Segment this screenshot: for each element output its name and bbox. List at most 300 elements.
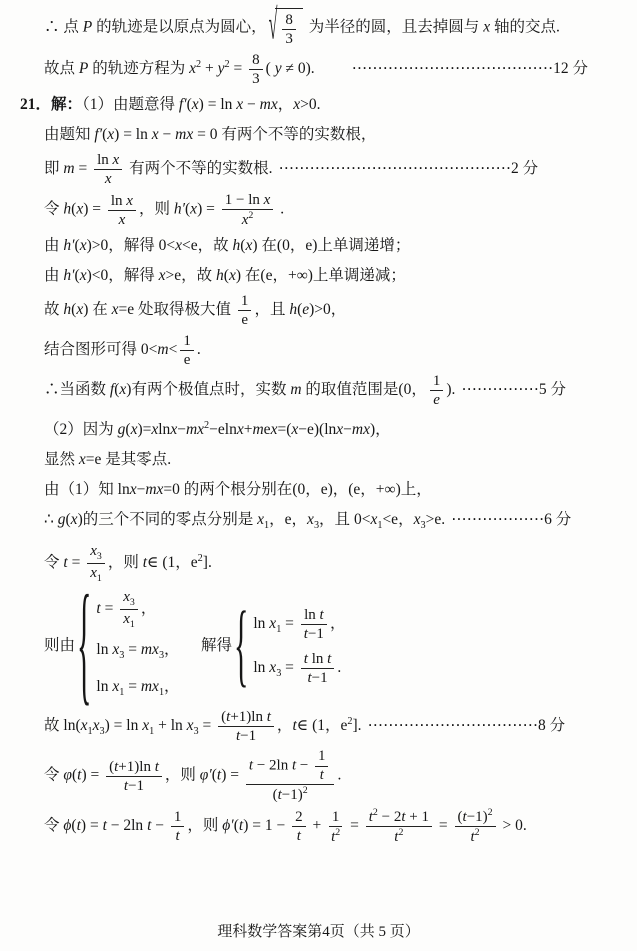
text-run: 由	[44, 267, 64, 285]
math-roman-run: (	[297, 301, 303, 319]
text-run: 令	[44, 200, 64, 218]
text-run: 的三个不同的零点分别是	[82, 511, 258, 529]
math-roman-run: (	[74, 267, 80, 285]
math-italic-run: x	[245, 237, 253, 255]
content-line	[44, 4, 611, 50]
superscript: 2	[487, 807, 493, 819]
math-roman-run: =	[229, 60, 247, 78]
equation-system	[233, 593, 346, 697]
math-italic-run: t	[175, 828, 180, 845]
math-italic-run: x	[79, 237, 87, 255]
answer-content	[20, 4, 611, 846]
system-equation	[253, 650, 341, 687]
math-roman-run: ln(	[63, 717, 81, 735]
math-italic-run: mx	[145, 481, 164, 499]
math-roman-run: ) = ln	[198, 96, 237, 114]
math-roman-run: =	[100, 600, 118, 618]
math-roman-run: (	[114, 381, 120, 399]
text-run: 在	[88, 301, 112, 319]
math-italic-run: x	[76, 301, 84, 319]
math-roman-run: 0<	[353, 511, 371, 529]
math-italic-run: x	[129, 481, 137, 499]
math-roman-run: >e.	[425, 511, 446, 529]
math-roman-run: 0<	[140, 341, 158, 359]
content-line	[44, 191, 611, 229]
superscript: 2	[474, 827, 480, 839]
math-italic-run: h	[63, 200, 72, 218]
math-roman-run: −1	[307, 626, 324, 643]
math-roman-run: e	[241, 312, 249, 329]
math-roman-run: (	[65, 511, 71, 529]
math-italic-run: h	[216, 267, 224, 285]
math-roman-run: −	[343, 421, 352, 439]
math-roman-run: (	[125, 421, 131, 439]
math-roman-run: ln	[97, 152, 113, 169]
math-italic-run: x	[269, 659, 277, 677]
text-run	[315, 60, 346, 77]
math-italic-run: x	[123, 589, 130, 606]
math-roman-run: (	[109, 758, 115, 775]
subscript: 3	[99, 726, 105, 738]
math-roman-run: ) = ln	[104, 717, 143, 735]
math-italic-run: x	[92, 717, 100, 735]
math-italic-run: t	[307, 670, 312, 687]
math-roman-run: =	[67, 554, 85, 572]
math-italic-run: y	[217, 60, 225, 78]
math-roman-run: ≠ 0).	[281, 60, 315, 78]
math-italic-run: x	[112, 641, 120, 659]
math-italic-run: x	[241, 212, 249, 229]
math-roman-run: )>0	[309, 301, 331, 319]
math-italic-run: x	[236, 421, 244, 439]
math-italic-run: m	[290, 381, 302, 399]
math-roman-run: (	[71, 200, 77, 218]
math-roman-run: 1	[173, 809, 182, 826]
math-roman-run: 2	[295, 809, 303, 826]
subscript: 3	[313, 520, 320, 532]
math-italic-run: t	[96, 600, 101, 618]
text-run: 有两个极值点时，实数	[131, 381, 291, 399]
math-roman-run: ) =	[197, 200, 219, 218]
math-roman-run: + ln	[154, 717, 187, 735]
fraction	[222, 191, 274, 229]
math-italic-run: t	[277, 787, 282, 804]
math-roman-run: (	[71, 301, 77, 319]
math-italic-run: x	[257, 511, 265, 529]
math-italic-run: φ	[63, 766, 72, 784]
math-roman-run: ) =	[80, 817, 103, 835]
text-run: 令	[44, 766, 64, 784]
math-roman-run: =	[198, 717, 216, 735]
math-italic-run: x	[291, 421, 299, 439]
fraction	[315, 748, 328, 784]
math-roman-run: ，	[164, 641, 180, 659]
math-italic-run: x	[151, 126, 159, 144]
math-italic-run: x	[269, 615, 277, 633]
math-roman-run: )	[77, 511, 83, 529]
math-roman-run: −1)	[281, 787, 303, 804]
text-run: 的取值范围是	[301, 381, 399, 399]
math-roman-run: − 2ln	[253, 757, 292, 774]
math-italic-run: x	[413, 511, 421, 529]
math-roman-run: (	[265, 60, 275, 78]
text-run: 在	[257, 237, 277, 255]
math-italic-run: h	[232, 237, 241, 255]
text-run: （2）因为	[44, 421, 118, 439]
math-roman-run: +1)ln	[230, 709, 267, 726]
math-roman-run: > 0.	[498, 817, 527, 835]
subscript: 3	[119, 650, 125, 662]
superscript: 2	[224, 59, 230, 71]
math-italic-run: t	[319, 766, 324, 783]
math-roman-run: −1	[311, 670, 328, 687]
math-italic-run: x	[236, 96, 244, 114]
subscript: 1	[119, 687, 125, 699]
math-roman-run: .	[276, 200, 285, 218]
math-roman-run: (	[74, 237, 80, 255]
math-italic-run: x	[175, 237, 183, 255]
math-italic-run: x	[70, 511, 78, 529]
math-italic-run: g	[117, 421, 126, 439]
content-line	[44, 332, 611, 369]
superscript: 2	[196, 59, 202, 71]
subscript: 3	[193, 726, 199, 738]
text-run: 5 分	[538, 381, 567, 399]
math-roman-run: ln	[304, 607, 320, 624]
text-run: ，	[291, 511, 308, 529]
math-roman-run: 3	[252, 71, 260, 88]
math-roman-run: ) =	[81, 766, 104, 784]
math-roman-run: .	[337, 659, 342, 677]
math-roman-run: >e	[165, 267, 182, 285]
math-roman-run: ) =	[83, 200, 105, 218]
text-run: 解得	[181, 637, 232, 655]
math-roman-run: −e)(ln	[298, 421, 337, 439]
fraction	[430, 372, 444, 409]
subscript: 3	[158, 650, 165, 662]
fraction	[108, 192, 136, 229]
math-roman-run: ，	[329, 615, 346, 633]
math-italic-run: x	[112, 678, 120, 696]
superscript: 2	[204, 420, 210, 432]
math-italic-run: f′	[178, 96, 187, 114]
text-run: 是其零点.	[101, 451, 172, 469]
math-italic-run: x	[158, 267, 166, 285]
math-roman-run: >0.	[300, 96, 321, 114]
superscript: 2	[335, 826, 341, 838]
superscript: 2	[398, 827, 404, 839]
math-roman-run: <e	[382, 511, 399, 529]
math-roman-run: (	[221, 709, 227, 726]
math-roman-run: − 2	[377, 809, 402, 826]
subscript: 1	[276, 624, 282, 636]
text-run: 6 分	[544, 511, 572, 529]
math-italic-run: mx	[259, 96, 278, 114]
text-run: ，解得	[108, 267, 159, 285]
math-italic-run: x	[118, 211, 126, 228]
superscript: 2	[347, 716, 353, 728]
math-italic-run: x	[186, 717, 194, 735]
math-roman-run: (	[233, 817, 239, 835]
content-line	[44, 232, 611, 259]
math-italic-run: y	[274, 60, 282, 78]
math-roman-run: )	[83, 301, 89, 319]
content-line	[44, 51, 611, 88]
math-italic-run: t	[76, 817, 81, 835]
math-italic-run: t	[292, 717, 297, 735]
content-line	[20, 91, 611, 118]
math-roman-run: =	[346, 817, 363, 835]
math-italic-run: x	[170, 421, 178, 439]
math-italic-run: ϕ′	[222, 817, 234, 835]
math-italic-run: m	[157, 341, 169, 359]
math-italic-run: x	[190, 200, 198, 218]
content-line	[44, 476, 611, 503]
text-run: 轴的交点.	[490, 18, 560, 36]
math-italic-run: x	[189, 60, 197, 78]
fraction	[94, 151, 122, 188]
text-run: ，	[398, 511, 414, 529]
math-roman-run: 1	[240, 293, 249, 310]
fraction	[171, 808, 185, 845]
text-run: 上单调递减；	[312, 267, 406, 285]
math-italic-run: φ′	[199, 766, 212, 784]
math-italic-run: x	[336, 421, 344, 439]
text-run: 结合图形可得	[44, 341, 141, 359]
math-roman-run: .	[196, 341, 201, 359]
math-roman-run: (	[102, 126, 108, 144]
math-italic-run: x	[123, 611, 130, 628]
math-roman-run: )	[369, 421, 376, 439]
math-italic-run: h′	[63, 237, 75, 255]
math-italic-run: t	[368, 809, 373, 826]
text-run: 故	[44, 717, 64, 735]
math-italic-run: x	[370, 511, 378, 529]
math-italic-run: h′	[63, 267, 75, 285]
fraction	[249, 51, 263, 88]
text-run: 的轨迹方程为	[88, 60, 190, 78]
math-roman-run: =	[124, 641, 141, 659]
math-roman-run: ln	[96, 678, 113, 696]
text-run: 令	[44, 817, 64, 835]
math-italic-run: t	[291, 757, 297, 774]
math-italic-run: x	[111, 301, 119, 319]
text-run: 由题知	[44, 126, 95, 144]
math-italic-run: m	[63, 160, 75, 178]
math-roman-run: 0<	[158, 237, 176, 255]
fraction	[455, 807, 496, 846]
text-run: ，解得	[108, 237, 159, 255]
math-roman-run: =	[435, 817, 452, 835]
math-italic-run: t	[102, 817, 107, 835]
math-roman-run: =0	[163, 481, 180, 499]
math-roman-run: +1)ln	[118, 758, 155, 775]
text-run: 的轨迹是以原点为圆心，	[92, 18, 267, 36]
math-italic-run: e	[433, 392, 440, 409]
math-roman-run: <e	[182, 237, 198, 255]
math-italic-run: mx	[351, 421, 370, 439]
text-run: 则由	[44, 637, 76, 655]
content-line	[44, 446, 611, 473]
fraction	[301, 606, 327, 643]
math-roman-run: ) = 1 −	[243, 817, 290, 835]
math-italic-run: t	[248, 757, 254, 774]
text-run: 有两个不等的实数根.	[125, 160, 273, 178]
content-line	[44, 748, 611, 804]
content-line	[44, 292, 611, 329]
system-brace: {	[77, 570, 92, 719]
math-roman-run: (	[457, 809, 463, 826]
math-italic-run: t	[303, 651, 308, 668]
subscript: 1	[96, 573, 102, 585]
math-roman-run: = 0	[193, 126, 222, 144]
fraction	[238, 292, 252, 329]
fraction	[106, 758, 162, 795]
text-run: ，	[277, 96, 294, 114]
math-italic-run: P	[82, 18, 93, 36]
text-run: ，	[375, 421, 391, 439]
math-roman-run: )	[252, 237, 258, 255]
math-italic-run: x	[78, 451, 86, 469]
math-italic-run: t	[238, 817, 244, 835]
fraction	[180, 332, 194, 369]
math-roman-run: 8	[252, 52, 260, 69]
system-equation	[96, 675, 179, 705]
text-run: 由	[44, 237, 64, 255]
text-run: 令	[44, 554, 64, 572]
math-roman-run: ln	[158, 421, 171, 439]
math-roman-run: (	[71, 766, 78, 784]
text-run: 故点	[44, 60, 79, 78]
system-equation	[253, 606, 345, 643]
superscript: 2	[248, 210, 254, 222]
subscript: 3	[129, 597, 135, 609]
math-italic-run: e	[302, 301, 310, 319]
dot-leader: ⋯⋯⋯⋯⋯⋯⋯⋯⋯⋯⋯⋯⋯⋯⋯	[278, 159, 511, 178]
math-roman-run: (0，e)，(e，+∞)	[292, 481, 401, 499]
math-roman-run: <	[168, 341, 178, 359]
math-roman-run: 1	[432, 373, 441, 390]
math-roman-run: e	[284, 511, 292, 529]
math-italic-run: x	[119, 381, 127, 399]
math-roman-run: ∈ (1，e	[147, 554, 198, 572]
text-run: ∴	[44, 511, 58, 529]
math-roman-run: +	[308, 817, 326, 835]
math-italic-run: t	[216, 766, 222, 784]
math-roman-run: ∈ (1，e	[296, 717, 348, 735]
math-roman-run: −	[158, 126, 176, 144]
math-roman-run: ) =	[221, 766, 243, 784]
math-italic-run: t	[296, 828, 301, 845]
text-run: ∴ 点	[44, 18, 83, 36]
math-italic-run: x	[307, 511, 314, 529]
text-run: ，则	[187, 817, 223, 835]
text-run: 上单调递增；	[317, 237, 411, 255]
math-roman-run: (	[186, 96, 192, 114]
text-run: ，则	[138, 200, 174, 218]
math-roman-run: −1)	[466, 809, 488, 826]
fraction	[328, 808, 343, 846]
math-roman-run: (	[211, 766, 217, 784]
math-italic-run: t	[470, 829, 475, 846]
math-roman-run: )	[235, 267, 242, 285]
math-italic-run: x	[79, 267, 87, 285]
math-italic-run: x	[191, 96, 199, 114]
subscript: 3	[96, 551, 102, 563]
subscript: 1	[149, 726, 155, 738]
text-run: ，	[269, 511, 285, 529]
text-run: 故	[44, 301, 64, 319]
subscript: 1	[377, 520, 383, 532]
math-roman-run: .	[337, 766, 342, 784]
dot-leader: ⋯⋯⋯⋯⋯⋯⋯⋯⋯⋯⋯	[367, 716, 539, 735]
system-equation	[96, 588, 156, 631]
superscript: 2	[302, 785, 308, 797]
math-italic-run: x	[126, 192, 133, 209]
text-run-bold: 21．解：	[20, 96, 83, 114]
text-run: ∴当函数	[44, 381, 110, 399]
math-roman-run: )<0	[86, 267, 109, 285]
system-equation	[96, 638, 179, 668]
math-italic-run: x	[142, 717, 150, 735]
math-italic-run: t	[235, 728, 241, 745]
math-roman-run: −1	[240, 728, 257, 745]
math-roman-run: (0，e)	[276, 237, 318, 255]
math-roman-run: −	[151, 817, 168, 835]
math-roman-run: (	[240, 237, 246, 255]
math-italic-run: x	[270, 421, 278, 439]
math-italic-run: x	[104, 171, 112, 188]
math-roman-run: 1 − ln	[224, 192, 264, 209]
content-line	[44, 542, 611, 585]
subscript: 3	[276, 668, 282, 680]
math-roman-run: ，	[164, 678, 180, 696]
math-italic-run: x	[483, 18, 491, 36]
math-italic-run: h	[289, 301, 298, 319]
math-italic-run: t	[142, 554, 148, 572]
math-roman-run: −	[243, 96, 260, 114]
math-italic-run: x	[107, 126, 115, 144]
math-italic-run: t	[63, 554, 68, 572]
fraction	[246, 748, 335, 804]
math-roman-run: =(	[277, 421, 292, 439]
math-roman-run: ].	[352, 717, 362, 735]
subscript: 1	[264, 520, 270, 532]
math-roman-run: ln	[117, 481, 130, 499]
text-run: 即	[44, 160, 64, 178]
math-roman-run: ，	[140, 600, 157, 618]
math-roman-run: 8	[285, 12, 293, 28]
math-italic-run: x	[76, 200, 84, 218]
math-roman-run: ].	[202, 554, 212, 572]
math-roman-run: ).	[446, 381, 456, 399]
text-run: ，则	[107, 554, 143, 572]
fraction	[120, 588, 138, 631]
math-roman-run: −	[136, 481, 146, 499]
math-roman-run: e	[183, 352, 191, 369]
fraction	[366, 807, 432, 846]
text-run: 12 分	[553, 60, 589, 78]
content-line	[44, 262, 611, 289]
text-run: ，	[330, 301, 347, 319]
math-italic-run: m	[252, 421, 264, 439]
math-italic-run: h′	[173, 200, 185, 218]
fraction	[292, 808, 306, 845]
text-run: 2 分	[510, 160, 539, 178]
math-italic-run: mx	[140, 641, 159, 659]
content-line	[44, 570, 611, 719]
math-italic-run: t	[462, 809, 467, 826]
